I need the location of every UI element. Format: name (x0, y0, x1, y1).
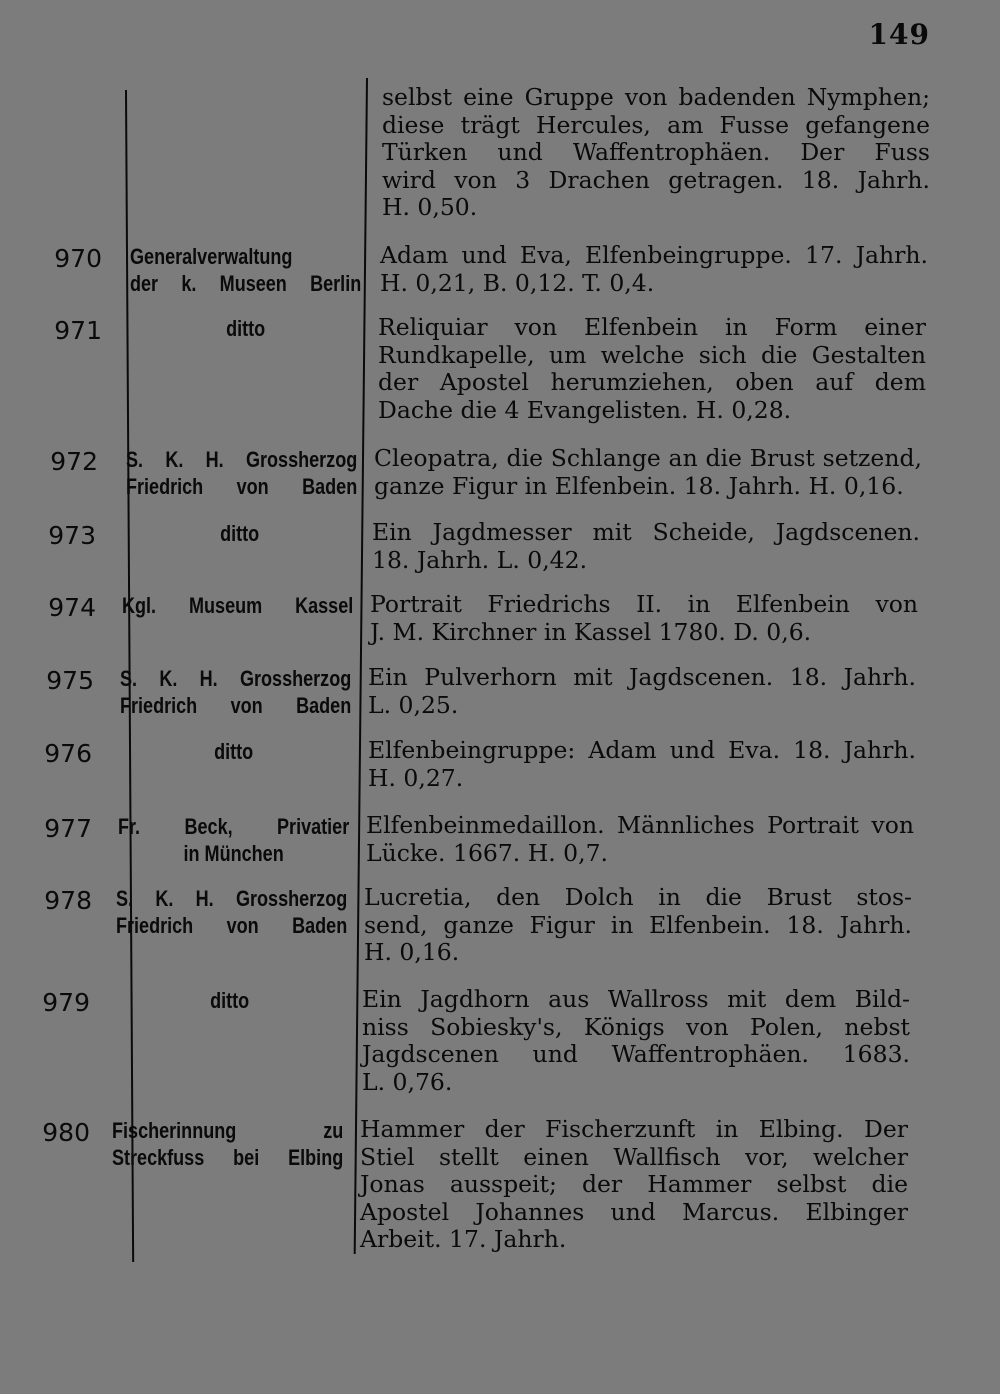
entry-lender (122, 592, 353, 619)
text-line: diese trägt Hercules, am Fusse gefangene (382, 110, 930, 139)
entry-description (362, 986, 910, 1096)
text-line: ganze Figur in Elfenbein. 18. Jahrh. H. 0,16. (374, 471, 904, 500)
text-line: niss Sobiesky's, Königs von Polen, nebst (362, 1012, 910, 1041)
entry-lender (112, 1117, 343, 1171)
entry-description (380, 242, 928, 297)
text-line: Reliquiar von Elfenbein in Form einer (378, 313, 926, 341)
entry-number: 971 (54, 316, 102, 345)
text-line: selbst eine Gruppe von badenden Nymphen; (382, 83, 930, 111)
text-line: H. 0,27. (368, 763, 464, 792)
lender-line: Friedrich von Baden (116, 913, 348, 938)
text-line: Jonas ausspeit; der Hammer selbst die (360, 1170, 908, 1198)
lender-line: S. K. H. Grossherzog (126, 447, 358, 472)
lender-line: Generalverwaltung (130, 244, 293, 269)
text-line: L. 0,76. (362, 1067, 453, 1096)
entry-lender (114, 987, 345, 1014)
entry-lender (120, 665, 351, 719)
text-line: Ein Jagdhorn aus Wallross mit dem Bild- (362, 985, 910, 1013)
entry-lender (130, 243, 361, 297)
lender-line: Streckfuss bei Elbing (112, 1145, 344, 1170)
text-line: Lucretia, den Dolch in die Brust stos- (364, 883, 912, 911)
text-line: wird von 3 Drachen getragen. 18. Jahrh. (382, 165, 930, 194)
text-line: Lücke. 1667. H. 0,7. (366, 838, 609, 867)
lender-line: ditto (210, 988, 250, 1013)
text-line: H. 0,21, B. 0,12. T. 0,4. (380, 268, 655, 297)
entry-description (374, 445, 922, 500)
text-line: Elfenbeingruppe: Adam und Eva. 18. Jahrh. (368, 736, 916, 764)
text-line: Apostel Johannes und Marcus. Elbinger (360, 1197, 908, 1226)
entry-description (372, 519, 920, 574)
text-line: Türken und Waffentrophäen. Der Fuss (382, 138, 930, 166)
lender-line: Fischerinnung zu (112, 1118, 344, 1143)
text-line: Portrait Friedrichs II. in Elfenbein von (370, 590, 918, 618)
entry-description (364, 884, 912, 967)
entry-number: 975 (46, 666, 94, 695)
page-number: 149 (868, 18, 930, 51)
text-line: Arbeit. 17. Jahrh. (360, 1225, 567, 1253)
lender-line: Friedrich von Baden (126, 474, 358, 499)
lender-line: Fr. Beck, Privatier (118, 814, 350, 839)
lender-line: Friedrich von Baden (120, 693, 352, 718)
entry-lender (130, 315, 361, 342)
lender-line: ditto (220, 521, 260, 546)
entry-lender (116, 885, 347, 939)
lender-line: Kgl. Museum Kassel (122, 593, 354, 618)
continuation-text (382, 84, 930, 222)
entry-number: 980 (42, 1118, 90, 1147)
text-line: Rundkapelle, um welche sich die Gestalten (378, 340, 926, 369)
text-line: 18. Jahrh. L. 0,42. (372, 545, 588, 574)
text-line: der Apostel herumziehen, oben auf dem (378, 368, 926, 396)
entry-number: 973 (48, 521, 96, 550)
text-line: Dache die 4 Evangelisten. H. 0,28. (378, 395, 792, 424)
text-line: Adam und Eva, Elfenbeingruppe. 17. Jahrh. (380, 241, 928, 269)
lender-line: ditto (214, 739, 254, 764)
entry-lender (118, 813, 349, 867)
entry-number: 976 (44, 739, 92, 768)
text-line: Ein Jagdmesser mit Scheide, Jagdscenen. (372, 518, 920, 546)
entry-number: 977 (44, 814, 92, 843)
text-line: H. 0,50. (382, 193, 478, 221)
entry-lender (126, 446, 357, 500)
entry-number: 979 (42, 988, 90, 1017)
text-line: Ein Pulverhorn mit Jagdscenen. 18. Jahrh. (368, 663, 916, 691)
lender-line: der k. Museen Berlin (130, 271, 362, 296)
entry-lender (124, 520, 355, 547)
lender-line: S. K. H. Grossherzog (120, 666, 352, 691)
entry-description (370, 591, 918, 646)
text-line: send, ganze Figur in Elfenbein. 18. Jahrh. (364, 910, 912, 939)
entry-description (368, 664, 916, 719)
entry-lender (118, 738, 349, 765)
lender-line: ditto (226, 316, 266, 341)
entry-number: 970 (54, 244, 102, 273)
entry-number: 972 (50, 447, 98, 476)
entry-description (368, 737, 916, 792)
lender-line: S. K. H. Grossherzog (116, 886, 348, 911)
entry-number: 974 (48, 593, 96, 622)
text-line: Elfenbeinmedaillon. Männliches Portrait von (366, 811, 914, 839)
entry-description (366, 812, 914, 867)
entry-description (360, 1116, 908, 1254)
text-line: L. 0,25. (368, 690, 459, 719)
entry-number: 978 (44, 886, 92, 915)
lender-line: in München (183, 841, 284, 866)
text-line: Hammer der Fischerzunft in Elbing. Der (360, 1115, 908, 1143)
text-line: Jagdscenen und Waffentrophäen. 1683. (362, 1040, 910, 1068)
entry-description (378, 314, 926, 424)
text-line: H. 0,16. (364, 938, 460, 966)
text-line: Stiel stellt einen Wallfisch vor, welcher (360, 1142, 908, 1171)
text-line: J. M. Kirchner in Kassel 1780. D. 0,6. (370, 617, 812, 646)
text-line: Cleopatra, die Schlange an die Brust setzend, (374, 444, 922, 472)
